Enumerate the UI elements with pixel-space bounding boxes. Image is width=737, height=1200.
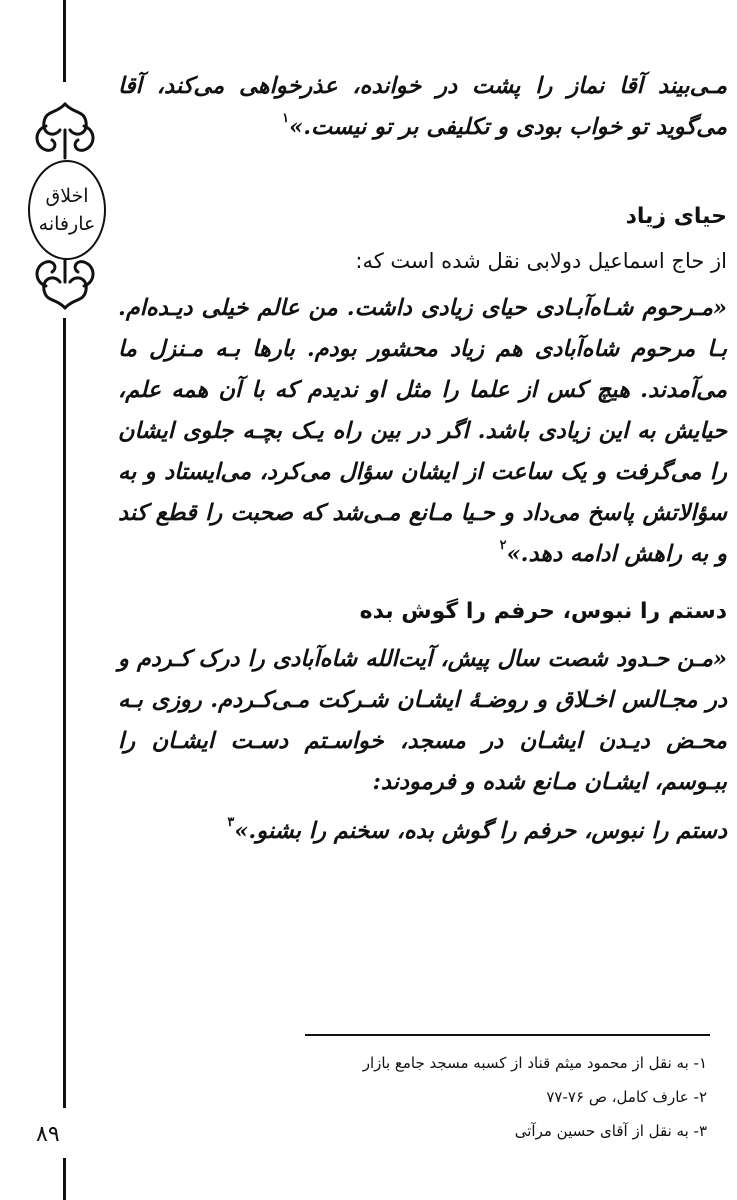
margin-rule-top bbox=[63, 0, 66, 82]
section-heading-modesty: حیای زیاد bbox=[625, 204, 727, 229]
paragraph-closing: دستم را نبوس، حرفم را گوش بده، سخنم را بشنو.»$^۳$ bbox=[227, 815, 727, 844]
badge-title-line1: اخلاق bbox=[45, 185, 89, 207]
paragraph-intro: از حاج اسماعیل دولابی نقل شده است که: bbox=[355, 249, 727, 273]
book-title-badge bbox=[28, 160, 106, 260]
footnote-2: ۲- عارف کامل، ص ۷۶-۷۷ bbox=[546, 1088, 707, 1106]
footnote-divider bbox=[305, 1034, 710, 1036]
margin-rule-middle bbox=[63, 318, 66, 1108]
footnote-3: ۳- به نقل از آقای حسین مرآتی bbox=[514, 1122, 707, 1140]
badge-title-line2: عارفانه bbox=[38, 213, 96, 235]
paragraph-quote-modesty: «مـرحوم شـاه‌آبـادی حیای زیادی داشت. من عالم خیلی دیـده‌ام. بـا مرحوم شاه‌آبادی هم زیاد محشور بودم. بارها بـه مـنزل ما می‌آمدند. هیچ کس از علما را مثل او ندیدم که با آن همه علم، حیایش به این زیادی باشد. اگر در بین راه یـک بچـه جلوی ایشان را می‌گرفت و یک ساعت از ایشان سؤال می‌کرد، می‌ایستاد و به سؤالاتش پاسخ می‌داد و حـیا مـانع مـی‌شد که صحبت را قطع کند و به راهش ادامه دهد.»$^۲$ bbox=[118, 295, 727, 567]
footnote-marker-3: ۳ bbox=[227, 815, 235, 830]
page-number: ۸۹ bbox=[36, 1122, 60, 1147]
footnote-marker-2: ۲ bbox=[499, 538, 507, 553]
footnote-1: ۱- به نقل از محمود میثم قناد از کسبه مسجد جامع بازار bbox=[362, 1054, 707, 1072]
paragraph-opening: مـی‌بیند آقا نماز را پشت در خوانده، عذرخواهی می‌کند، آقا می‌گوید تو خواب بودی و تکلیفی بر تو نیست.»$^۱$ bbox=[118, 73, 727, 140]
section-heading-kiss: دستم را نبوس، حرفم را گوش بده bbox=[359, 599, 727, 624]
margin-rule-bottom bbox=[63, 1158, 66, 1200]
footnotes bbox=[300, 1046, 707, 1148]
footnote-marker-1: ۱ bbox=[282, 111, 290, 126]
paragraph-quote-kiss: «مـن حـدود شصت سال پیش، آیت‌الله شاه‌آبادی را درک کـردم و در مجـالس اخـلاق و روضـهٔ ایشـان شـرکت مـی‌کـردم. روزی بـه محـض دیـدن ایشـان در مسجد، خواسـتم دسـت ایشـان را ببـوسم، ایشـان مـانع شده و فرمودند: bbox=[118, 646, 727, 795]
page-body bbox=[118, 66, 727, 852]
